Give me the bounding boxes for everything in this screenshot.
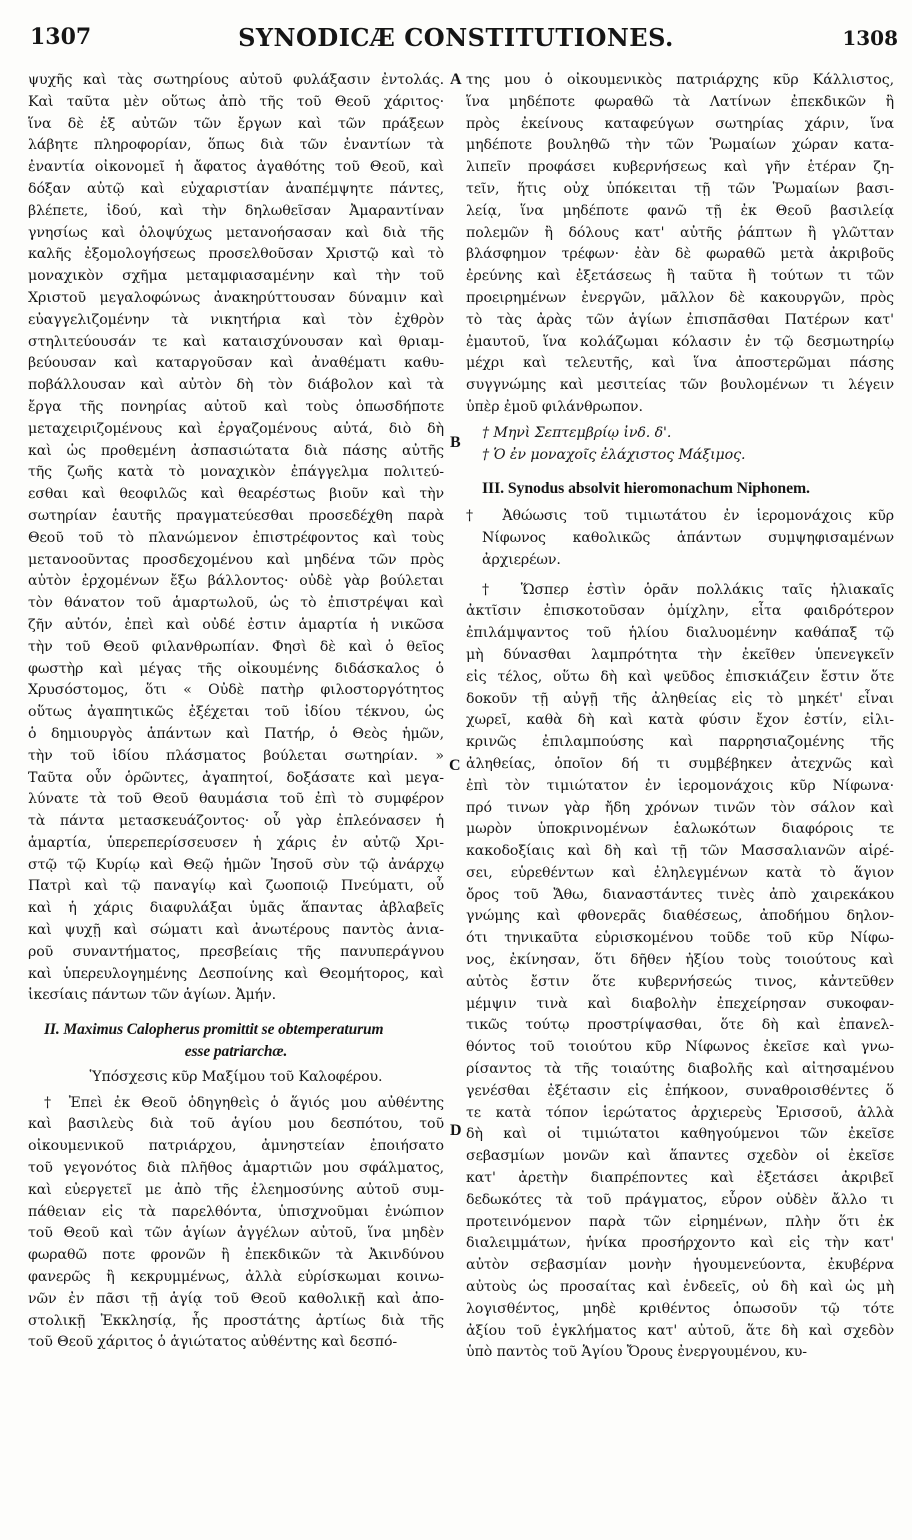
right-column xyxy=(466,70,894,1364)
page-number-left: 1307 xyxy=(30,24,92,50)
text-line: ψυχῆς καὶ τὰς σωτηρίους αὐτοῦ φυλάξασιν ἐντολάς. xyxy=(28,72,444,88)
text-line: οὕτως ἀγαπητικῶς ἐξέχεται τοῦ ἰδίου τέκνου, ὡς xyxy=(28,704,444,721)
text-line: κατ' ἀρετὴν διαπρέποντες καὶ ἐξετάσει ἀκριβεῖ xyxy=(466,1170,894,1187)
text-line: αὐτὸν ἐρχομένων ἔξω βάλλοντος· οὐδὲ γὰρ βούλεται xyxy=(28,573,444,590)
text-line: ρίσαντος τὰ τῆς τοιαύτης διαβολῆς καὶ αἰτησαμένου xyxy=(466,1061,894,1078)
text-line: σωτηρίαν ἑαυτῆς πραγματεύεσθαι προσεδέχθη παρὰ xyxy=(28,507,444,524)
text-line: στῷ τῷ Κυρίῳ καὶ Θεῷ ἡμῶν Ἰησοῦ σὺν τῷ ἀνάρχῳ xyxy=(28,856,444,873)
text-line: καὶ ὡς προθεμένη ἀσπασιώτατα διὰ πάσης αὐτῆς xyxy=(28,442,444,459)
text-line: τε κατὰ τόπον ἱερώτατος ἀρχιερεὺς Ἐρισσοῦ, ἀλλὰ xyxy=(466,1104,894,1121)
text-line: Πατρὶ καὶ τῷ παναγίῳ καὶ ζωοποιῷ Πνεύματι, οὗ xyxy=(28,878,444,895)
text-line: πρό τινων γὰρ ἤδη χρόνων τινῶν τὸν σάλον καὶ xyxy=(466,799,894,816)
text-line: σεβασμίων μονῶν καὶ ἅπαντες σχεδὸν οἱ ἐκεῖσε xyxy=(466,1148,894,1165)
text-line: πολεμῶν ἢ δόλους κατ' αὐτῆς ῥάπτων ἢ γλῶτταν xyxy=(466,224,894,241)
text-line: δεδωκότες τὰ τοῦ πράγματος, εὗρον οὐδὲν ἄλλο τι xyxy=(466,1191,894,1208)
text-line: † Ἀθώωσις τοῦ τιμιωτάτου ἐν ἱερομονάχοις κῦρ xyxy=(466,508,894,525)
text-line: στολικῇ Ἐκκλησίᾳ, ἧς προστάτης ἀρτίως διὰ τῆς xyxy=(28,1312,444,1329)
section-heading-iii: III. Synodus absolvit hieromonachum Niphonem. xyxy=(482,480,810,498)
text-line: πρὸς ἐκείνους καταφεύγων σωτηρίας χάριν, ἵνα xyxy=(466,115,894,132)
margin-letter-a: A xyxy=(450,71,462,88)
text-line: Καὶ ταῦτα μὲν οὕτως ἀπὸ τῆς τοῦ Θεοῦ χάριτος· xyxy=(28,93,444,110)
text-line: τὸν θάνατον τοῦ ἁμαρτωλοῦ, ὡς τὸ ἐπιστρέψαι καὶ xyxy=(28,595,444,612)
text-line: Χριστοῦ μεγαλοφώνως ἀνακηρύττουσαν δύναμιν καὶ xyxy=(28,289,444,306)
text-line: ροῦ συναντήματος, πρεσβείαις τῆς πανυπεράγνου xyxy=(28,943,444,960)
left-body-part-2 xyxy=(28,1093,444,1355)
text-line: μοναχικὸν σχῆμα μεταμφιασαμένην καὶ τὴν τοῦ xyxy=(28,268,444,285)
text-line: καὶ ψυχῇ καὶ σώματι καὶ ἀνωτέρους παντὸς ἀνια- xyxy=(28,922,444,939)
section-subtitle-iii xyxy=(466,506,894,571)
text-line: καὶ ὑπερευλογημένης Δεσποίνης καὶ Θεομήτορος, καὶ xyxy=(28,965,444,982)
text-line: λύνατε τὰ τοῦ Θεοῦ θαυμάσια τοῦ ἐπὶ τὸ συμφέρον xyxy=(28,791,444,808)
text-line: προειρημένων ἐνεργῶν, μᾶλλον δὲ κακουργῶν, πρὸς xyxy=(466,289,894,306)
text-line: Ταῦτα οὖν ὁρῶντες, ἀγαπητοί, δοξάσατε καὶ μεγα- xyxy=(28,769,444,786)
text-line: οἰκουμενικοῦ πατριάρχου, ἀμνηστείαν ἐποιήσατο xyxy=(28,1138,444,1155)
text-line: ἱκεσίαις πάντων τῶν ἁγίων. Ἀμήν. xyxy=(28,987,276,1004)
page-number-right: 1308 xyxy=(842,26,898,50)
text-line: ότι τηνικαῦτα εὑρισκομένου τοῦδε τοῦ κῦρ Νίφω- xyxy=(466,930,894,947)
text-line: ὑπὸ παντὸς τοῦ Ἁγίου Ὄρους ἐνεργουμένου, κυ- xyxy=(466,1344,807,1361)
text-line: αὐτὸν σεβασμίαν μονὴν ἡγουμενεύοντα, ἐκυβέρνα xyxy=(466,1257,894,1274)
text-line: † Ὥσπερ ἐστὶν ὁρᾶν πολλάκις ταῖς ἡλιακαῖς xyxy=(482,581,894,598)
margin-letter-d: D xyxy=(450,1122,462,1139)
text-line: ὁ δημιουργὸς ἁπάντων καὶ Πατήρ, ὁ Θεὸς ἡμῶν, xyxy=(28,725,444,742)
text-line: Θεοῦ τοῦ τὸ πλανώμενον ἐπιστρέφοντος καὶ τοὺς xyxy=(28,529,444,546)
text-line: βλάσφημον τρέφων· ἐὰν δὲ φωραθῶ μετὰ ἀκριβοῦς xyxy=(466,246,894,263)
text-line: καὶ βασιλεὺς διὰ τοῦ ἁγίου μου δεσπότου, τοῦ xyxy=(28,1116,444,1133)
text-line: νῶν ἐν πᾶσι τῇ ἁγίᾳ τοῦ Θεοῦ καθολικῇ καὶ ἀπο- xyxy=(28,1290,444,1307)
text-line: τὰ πάντα μετασκευάζοντος· οὗ γὰρ ἐπλεόνασεν ἡ xyxy=(28,813,444,830)
margin-letter-c: C xyxy=(449,757,461,774)
text-line: τὸ τὰς ἀρὰς τῶν ἁγίων ἐπισπᾶσθαι Πατέρων κατ' xyxy=(466,311,894,328)
text-line: καὶ εὐεργετεῖ με ἀπὸ τῆς ἐλεημοσύνης αὐτοῦ συμ- xyxy=(28,1181,444,1198)
text-line: ἀληθείας, ὁποῖον δή τι συμβέβηκεν ἀτεχνῶς καὶ xyxy=(466,755,894,772)
text-line: δοκοῦν τῇ αὐγῇ τῆς ἀληθείας εἰς τὸ μηκέτ' εἶναι xyxy=(466,690,894,707)
signature-date: † Μηνὶ Σεπτεμβρίῳ ἰνδ. δ'. xyxy=(482,424,672,441)
text-line: φωστὴρ καὶ μέγας τῆς οἰκουμένης διδάσκαλος ὁ xyxy=(28,660,444,677)
text-line: † Ἐπεὶ ἐκ Θεοῦ ὁδηγηθεὶς ὁ ἅγιός μου αὐθέντης xyxy=(44,1094,444,1111)
text-line: συγγνώμης καὶ μεσιτείας τῶν βουλομένων τι λέγειν xyxy=(466,377,894,394)
section-heading-ii-cont: esse patriarchæ. xyxy=(184,1043,288,1061)
text-line: Χρυσόστομος, ὅτι « Οὐδὲ πατὴρ φιλοστοργότητος xyxy=(28,682,444,699)
left-column xyxy=(28,70,444,1354)
text-line: ἐναντία οἰκονομεῖ ἡ ἄφατος ἀγαθότης τοῦ Θεοῦ, καὶ xyxy=(28,159,444,176)
text-line: φανερῶς ἢ κεκρυμμένως, ἀλλὰ εὑρίσκωμαι κοινω- xyxy=(28,1269,444,1286)
text-line: ἔργα τῆς πονηρίας αὐτοῦ καὶ τοὺς ὁπωσδήποτε xyxy=(28,398,444,415)
text-line: τοῦ Θεοῦ χάριτος ὁ ἁγιώτατος αὐθέντης καὶ δεσπό- xyxy=(28,1334,398,1351)
right-body-part-2 xyxy=(466,580,894,1365)
text-line: λογισθέντος, μηδὲ κριθέντος ὁπωσοῦν τῷ τότε xyxy=(466,1300,894,1317)
text-line: τοῦ γεγονότος διὰ πλῆθος ἁμαρτιῶν μου σφάλματος, xyxy=(28,1160,444,1177)
text-line: αὐτοὺς ὡς προσαίτας καὶ ἐνδεεῖς, οὐ δὴ καὶ ὡς μὴ xyxy=(466,1279,894,1296)
text-line: διαλειμμάτων, ἡνίκα προσήρχοντο καὶ εἰς τὴν κατ' xyxy=(466,1235,894,1252)
text-line: μέχρι καὶ τελευτῆς, καὶ ἵνα ἀποστερῶμαι πάσης xyxy=(466,355,894,372)
text-line: καὶ ἡ χάρις διαφυλάξαι ὑμᾶς ἅπαντας ἀβλαβεῖς xyxy=(28,900,444,917)
text-line: τῆς ζωῆς κατὰ τὸ μοναχικὸν ἐπάγγελμα πολιτεύ- xyxy=(28,464,444,481)
text-line: νος, ἐκίνησαν, ὅτι δῆθεν ἠξίου τοὺς τοιούτους καὶ xyxy=(466,952,894,969)
text-line: ἵνα δὲ ἐξ αὐτῶν τῶν ἔργων καὶ τῶν πράξεων xyxy=(28,115,444,132)
text-line: πάθειαν εἰς τὰ παρελθόντα, ὑπισχνοῦμαι ἐνώπιον xyxy=(28,1203,444,1220)
running-title: SYNODICÆ CONSTITUTIONES. xyxy=(238,23,674,52)
text-line: τεῖν, ἥτις οὐχ ὑπόκειται τῇ τῶν Ῥωμαίων βασι- xyxy=(466,180,894,197)
text-line: μετανοοῦντας προσδεχομένου καὶ μηδένα τῶν πρὸς xyxy=(28,551,444,568)
text-line: λείᾳ, ἵνα μηδέποτε φανῶ τῇ ἐκ Θεοῦ βασιλείᾳ xyxy=(466,202,894,219)
section-heading-ii: II. Maximus Calopherus promittit se obtemperaturum xyxy=(44,1021,384,1039)
text-line: ἀξίου τοῦ ἐγκλήματος κατ' αὐτοῦ, ἅτε δὴ καὶ σχεδὸν xyxy=(466,1322,894,1339)
text-line: ἐρεύνης καὶ ἐξετάσεως ἢ ταῦτα ἢ τούτων τι τῶν xyxy=(466,268,894,285)
text-line: ἀκτῖσιν ἐπισκοτοῦσαν ὁμίχλην, εἶτα φαιδρότερον xyxy=(466,603,894,620)
text-line: δόξαν αὐτῷ καὶ εὐχαριστίαν ἀναπέμψητε πάντες, xyxy=(28,180,444,197)
text-line: γενέσθαι ἐξέτασιν εἰς ἐπήκοον, συναθροισθέντες ὅ xyxy=(466,1082,894,1099)
text-line: τοῦ Θεοῦ καὶ τῶν ἁγίων ἀγγέλων αὐτοῦ, ἵνα μηδὲν xyxy=(28,1225,444,1242)
text-line: γνώμης καὶ φθονερᾶς διαθέσεως, ἀποδήμου δηλον- xyxy=(466,908,894,925)
text-line: ὑπὲρ ἐμοῦ φιλάνθρωπον. xyxy=(466,398,643,415)
text-line: κακοδοξίαις καὶ δὴ καὶ τῇ τῶν Μασσαλιανῶν αἱρέ- xyxy=(466,843,894,860)
text-line: ἐμαυτοῦ, ἵνα κολάζωμαι κόλασιν ἐν τῷ δεσμωτηρίῳ xyxy=(466,333,894,350)
text-line: μέμψιν τινὰ καὶ διαβολὴν ἐπεχείρησαν συκοφαν- xyxy=(466,995,894,1012)
text-line: θόντος τοῦ τοιούτου κῦρ Νίφωνος ἐκεῖσε καὶ γνω- xyxy=(466,1039,894,1056)
text-line: Νίφωνος καθολικῶς ἁπάντων συμψηφισαμένων xyxy=(482,529,894,546)
text-line: εἰς τέλος, οὕτω δὴ καὶ ψεῦδος ἐπισκιάζειν ἔστιν ὅτε xyxy=(466,668,894,685)
text-line: εσθαι καὶ θεοφιλῶς καὶ θεαρέστως βιοῦν καὶ τὴν xyxy=(28,486,444,503)
text-line: μὴ δύνασθαι λαμπρότητα τὴν ἐκεῖθεν ὑπενεγκεῖν xyxy=(466,646,894,663)
text-line: καλῆς ἐξομολογήσεως προσελθοῦσαν Χριστῷ καὶ τὸ xyxy=(28,246,444,263)
text-line: λιπεῖν προφάσει κυβερνήσεως καὶ γῆν ἑτέραν ζη- xyxy=(466,159,894,176)
text-line: τὴν τοῦ Θεοῦ φιλανθρωπίαν. Φησὶ δὲ καὶ ὁ θεῖος xyxy=(28,638,444,655)
text-line: κρινῶς ἐπιλαμπούσης καὶ παρρησιαζομένης τῆς xyxy=(466,734,894,751)
text-line: ἐπιλάμψαντος τοῦ ἡλίου διαλυομένην καθάπαξ τῷ xyxy=(466,625,894,642)
text-line: δὴ καὶ οἱ τιμιώτατοι καθηγούμενοι τῶν ἐκεῖσε xyxy=(466,1126,894,1143)
text-line: ποβάλλουσαν καὶ αὐτὸν δὴ τὸν διάβολον καὶ τὰ xyxy=(28,377,444,394)
text-line: λάβητε πληροφορίαν, ὅπως διὰ τῶν ἐναντίων τὰ xyxy=(28,137,444,154)
text-line: χωρεῖ, καθὰ δὴ καὶ κατὰ φύσιν ἔχον ἐστίν, εἰλι- xyxy=(466,712,894,729)
text-line: βλέπετε, ἰδού, καὶ τὴν δηλωθεῖσαν Ἀμαραντίναν xyxy=(28,202,444,219)
text-line: στηλιτεύουσάν τε καὶ καταισχύνουσαν καὶ θριαμ- xyxy=(28,333,444,350)
text-line: τὴν τοῦ ἰδίου πλάσματος βούλεται σωτηρίαν. » xyxy=(28,747,444,764)
right-body-part-1 xyxy=(466,70,894,419)
text-line: φωραθῶ ποτε φρονῶν ἢ ἐπεκδικῶν τὰ Ἀκινδύνου xyxy=(28,1247,444,1264)
text-line: μωρὸν ὑποκρινομένων ἑαλωκότων διαφόροις τε xyxy=(466,821,894,838)
text-line: μηδέποτε βουληθῶ τὴν τῶν Ῥωμαίων χώραν κατα- xyxy=(466,137,894,154)
text-line: γνησίως καὶ ὁλοψύχως μετανοήσασαν καὶ διὰ τῆς xyxy=(28,224,444,241)
text-line: βεύουσαν καὶ καταργοῦσαν καὶ ἀναθέματι καθυ- xyxy=(28,355,444,372)
text-line: ὄρος τοῦ Ἄθω, διαναστάντες τινὲς ἀπὸ χαιρεκάκου xyxy=(466,886,894,903)
text-line: προτεινόμενον παρὰ τῶν εἰρημένων, πλὴν ὅτι ἐκ xyxy=(466,1213,894,1230)
text-line: αὐτὸς ἔστιν ὅτε κυβερνήσεώς τινος, κἀντεῦθεν xyxy=(466,973,894,990)
text-line: ἵνα μηδέποτε φωραθῶ τὰ Λατίνων ἐπεκδικῶν ἢ xyxy=(466,93,894,110)
left-body-part-1 xyxy=(28,70,444,1007)
section-subtitle-ii: Ὑπόσχεσις κῦρ Μαξίμου τοῦ Καλοφέρου. xyxy=(89,1068,383,1085)
text-line: ἀρχιερέων. xyxy=(482,551,561,568)
text-line: ζῆν αὐτόν, ἐπεὶ καὶ οὐδέ ἐστιν ἁμαρτία ἡ νικῶσα xyxy=(28,616,444,633)
text-line: της μου ὁ οἰκουμενικὸς πατριάρχης κῦρ Κάλλιστος, xyxy=(466,72,894,88)
margin-letter-b: B xyxy=(450,434,461,451)
text-line: ἐπὶ τὸν τιμιώτατον ἐν ἱερομονάχοις κῦρ Νίφωνα· xyxy=(466,777,894,794)
text-line: τικῶς τούτῳ προστρίψασθαι, ὅτε δὴ καὶ ἐπανελ- xyxy=(466,1017,894,1034)
text-line: μεταχειριζομένους καὶ ἐργαζομένους αὐτά, διὸ δὴ xyxy=(28,420,444,437)
signature-name: † Ὁ ἐν μοναχοῖς ἐλάχιστος Μάξιμος. xyxy=(482,446,746,463)
text-line: εὐαγγελιζομένην τὰ νικητήρια καὶ τὸν ἐχθρὸν xyxy=(28,311,444,328)
text-line: σει, εὑρεθέντων καὶ ἐληλεγμένων κατὰ τὸ ἅγιον xyxy=(466,864,894,881)
text-line: ἁμαρτία, ὑπερεπερίσσευσεν ἡ χάρις ἐν αὐτῷ Χρι- xyxy=(28,834,444,851)
